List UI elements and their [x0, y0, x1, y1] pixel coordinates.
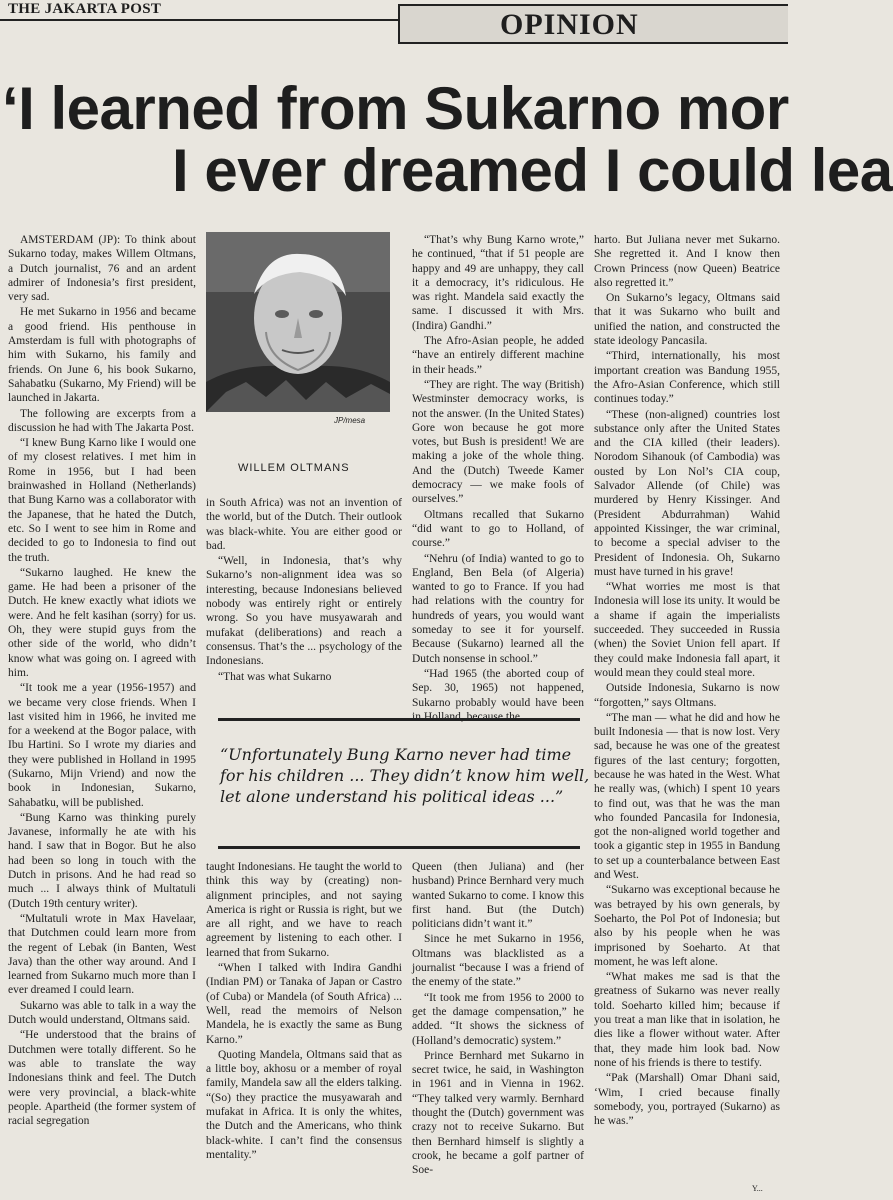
paragraph: “That’s why Bung Karno wrote,” he continued, “that if 51 people are happy and 49 are unhappy, they call it a democracy, it’s ridiculous. He was right. Mandela said exactly the same. I discussed it with Mrs. (Indira) Gandhi.”: [412, 234, 584, 332]
portrait-image: [206, 232, 390, 412]
paragraph: Queen (then Juliana) and (her husband) Prince Bernhard very much wanted Sukarno to come. I know this first hand. But (the Dutch) politicians didn’t want it.”: [412, 861, 584, 931]
pull-quote-rule-top: [218, 718, 580, 721]
article-column-1: [8, 233, 196, 1195]
paragraph: Sukarno was able to talk in a way the Dutch would understand, Oltmans said.: [8, 999, 196, 1027]
headline-line-1: ‘I learned from Sukarno mor: [2, 75, 789, 142]
paragraph: “Third, internationally, his most important creation was Bandung 1955, the Afro-Asian Conference, which still continues today.”: [594, 350, 780, 406]
photo-credit: JP/mesa: [334, 416, 366, 425]
paragraph: harto. But Juliana never met Sukarno. She regretted it. And I know then Crown Princess (now Queen) Beatrice also regretted it.”: [594, 234, 780, 289]
paragraph: “It took me from 1956 to 2000 to get the damage compensation,” he added. “It shows the sickness of (Holland’s democratic) system.”: [412, 991, 584, 1047]
paragraph: “Well, in Indonesia, that’s why Sukarno’s non-alignment idea was so interesting, because Indonesians believed nobody was entirely right or entirely wrong. So you have musyawarah and mufakat (deliberations) and reach a consensus. That’s the ... psychology of the Indonesians.: [206, 555, 402, 668]
headline: [0, 75, 893, 226]
paragraph: The following are excerpts from a discussion he had with The Jakarta Post.: [8, 407, 196, 434]
paragraph: “Bung Karno was thinking purely Javanese, informally he ate with his hand. I saw that in Bogor. But he also had been so long in touch with the Dutch in prisons. And he had read so much ... I always think of Multatuli (Dutch 19th century writer).: [8, 811, 196, 910]
paragraph: “What worries me most is that Indonesia will lose its unity. It would be a shame if again the imperialists succeeded. They succeeded in Russia (when) the Soviet Union fell apart. If they could make Indonesia fall apart, it would mean they could steal more.: [594, 581, 780, 679]
paragraph: “That was what Sukarno: [218, 670, 332, 683]
article-column-3-lower: [412, 860, 584, 1195]
paragraph: “I knew Bung Karno like I would one of my closest relatives. I met him in Rome in 1956, but I had been brainwashed in Holland (Netherlands) that Bung Karno was a collaborator with the Japanese, that he hated the Dutch, etc. So I went to see him in Rome and decided to go to Indonesia to find out the truth.: [8, 437, 196, 564]
article-column-4: [594, 233, 780, 1195]
masthead-rule: [0, 19, 400, 21]
paragraph: “Nehru (of India) wanted to go to England, Ben Bela (of Algeria) wanted to go to France. If you had had relations with the country for hundreds of years, you would want someday to see it for yourself. Because (Sukarno) learned all the Dutch nonsense in school.”: [412, 552, 584, 665]
paragraph: “These (non-aligned) countries lost substance only after the United States and the CIA killed (their leaders). Norodom Sihanouk (of Cambodia) was ousted by Lon Nol’s CIA coup, Salvador Allende (of Chile) was murdered by Henry Kissinger. And (President Abdurrahman) Wahid appointed Kissinger, the war criminal, to become a special adviser to the President of Indonesia. Oh, Sukarno must have turned in his grave!: [594, 408, 780, 578]
section-banner: [398, 4, 788, 44]
paragraph: On Sukarno’s legacy, Oltmans said that it was Sukarno who built and unified the nation, and constructed the state ideology Pancasila.: [594, 292, 780, 348]
pull-quote: “Unfortunately Bung Karno never had time for his children ... They didn’t know him well, let alone understand his political ideas ...”: [220, 745, 590, 806]
paragraph: The Afro-Asian people, he added “have an entirely different machine in their heads.”: [412, 335, 584, 376]
paragraph: “He understood that the brains of Dutchmen were totally different. So he was able to translate the way Indonesians think and feel. The Dutch were very provincial, a black-white people. Apartheid (the former system of racial segregation: [8, 1029, 196, 1128]
paragraph: AMSTERDAM (JP): To think about Sukarno today, makes Willem Oltmans, a Dutch journalist, 76 and an ardent admirer of Indonesia’s first president, very sad.: [8, 234, 196, 304]
paragraph: Prince Bernhard met Sukarno in secret twice, he said, in Washington in 1961 and in Vienna in 1962. “They talked very warmly. Bernhard thought the (Dutch) government was crazy not to receive Sukarno. But then Bernhard himself is slightly a crook, he became a golf partner of Soe-: [412, 1049, 584, 1177]
headline-line-2: I ever dreamed I could lea: [172, 137, 893, 204]
paragraph: “They are right. The way (British) Westminster democracy works, is not the answer. (In the United States) Gore won because he got more votes, but Bush is president! We are making a joke of the whole thing. And the (Dutch) Tweede Kamer democracy — we make fools of ourselves.”: [412, 378, 584, 506]
paragraph: Since he met Sukarno in 1956, Oltmans was blacklisted as a journalist “because I was a friend of the enemy of the state.”: [412, 933, 584, 989]
pull-quote-rule-bottom: [218, 846, 580, 849]
article-column-3-upper: [412, 233, 584, 723]
masthead: [0, 0, 786, 48]
paragraph: “When I talked with Indira Gandhi (Indian PM) or Tanaka of Japan or Castro (of Cuba) or Mandela (of South Africa) ... Well, read the memoirs of Nelson Mandela, he is exactly the same as Bung Karno.”: [206, 962, 402, 1046]
paragraph: in South Africa) was not an invention of the world, but of the Dutch. Their outlook was black-white. You are either good or bad.: [206, 497, 402, 552]
paragraph: “It took me a year (1956-1957) and we became very close friends. When I last visited him in 1966, he invited me for a weekend at the Bogor palace, with Ibu Hartini. So I wrote my diaries and they were published in Holland in 1995 (Sukarno, Mijn Vriend) and now the book in Indonesian, Sukarno, Sahabatku, will be published.: [8, 682, 196, 809]
paragraph: Quoting Mandela, Oltmans said that as a little boy, akhosu or a member of royal family, Mandela saw all the elders talking. “(So) they practice the musyawarah and mufakat in Africa. It is only the whites, the Dutch and the Americans, who think black-white. I can’t find the consensus mentality.”: [206, 1048, 402, 1161]
section-label: OPINION: [500, 8, 639, 41]
article-column-2-upper: [206, 496, 402, 704]
paragraph: Oltmans recalled that Sukarno “did want to go to Holland, of course.”: [412, 508, 584, 550]
paragraph: “Had 1965 (the aborted coup of Sep. 30, 1965) not happened, Sukarno probably would have been in Holland, because the: [412, 667, 584, 723]
photo-caption: WILLEM OLTMANS: [238, 462, 350, 474]
paragraph: “What makes me sad is that the greatness of Sukarno was never really told. Soeharto killed him; because if you treat a man like that in isolation, he dies like a flower without water. After that, they made him look bad. Now none of his friends is there to testify.: [594, 971, 780, 1069]
paragraph: “Multatuli wrote in Max Havelaar, that Dutchmen could learn more from the regent of Lebak (in Banten, West Java) than the other way around. And I learned from Sukarno much more than I ever dreamed I could learn.: [8, 912, 196, 997]
page-folio: Y...: [752, 1184, 763, 1193]
paragraph: taught Indonesians. He taught the world to think this way by (creating) non-alignment principles, and not saying America is right or Russia is right, but we are all right, and we have to reach agreement by listening to each other. I learned that from Sukarno.: [206, 861, 402, 959]
paragraph: “Sukarno laughed. He knew the game. He had been a prisoner of the Dutch. He knew exactly what idiots we were. And he felt kasihan (sorry) for us. Oh, they were stupid guys from the other side of the world, who didn’t know what was going on. I agreed with him.: [8, 566, 196, 679]
article-column-2-lower: [206, 860, 402, 1195]
paragraph: “Pak (Marshall) Omar Dhani said, ‘Wim, I cried because finally somebody, you, portrayed (Sukarno) as he was.”: [594, 1072, 780, 1128]
paragraph: “The man — what he did and how he built Indonesia — that is now lost. Very sad, because he was one of the greatest figures of the last century; forgotten, because he was hated in the West. What he really was, (which) I spent 10 years to find out, was that he was the man who founded Pancasila for Indonesia, got the non-aligned world together and took a gigantic step in 1955 in Bandung to set up a counterbalance between East and West.: [594, 711, 780, 882]
newspaper-name: THE JAKARTA POST: [8, 1, 162, 17]
paragraph: He met Sukarno in 1956 and became a good friend. His penthouse in Amsterdam is full with photographs of him with Sukarno, his family and friends. On June 6, his book Sukarno, Sahabatku (Sukarno, My Friend) will be launched in Jakarta.: [8, 306, 196, 405]
paragraph: Outside Indonesia, Sukarno is now “forgotten,” says Oltmans.: [594, 682, 780, 709]
portrait-photo: [206, 232, 390, 412]
paragraph: “Sukarno was exceptional because he was betrayed by his own generals, by Soeharto, the Pol Pot of Indonesia; but also by his people when he was imprisoned by Soeharto. At that moment, he was left alone.: [594, 884, 780, 968]
